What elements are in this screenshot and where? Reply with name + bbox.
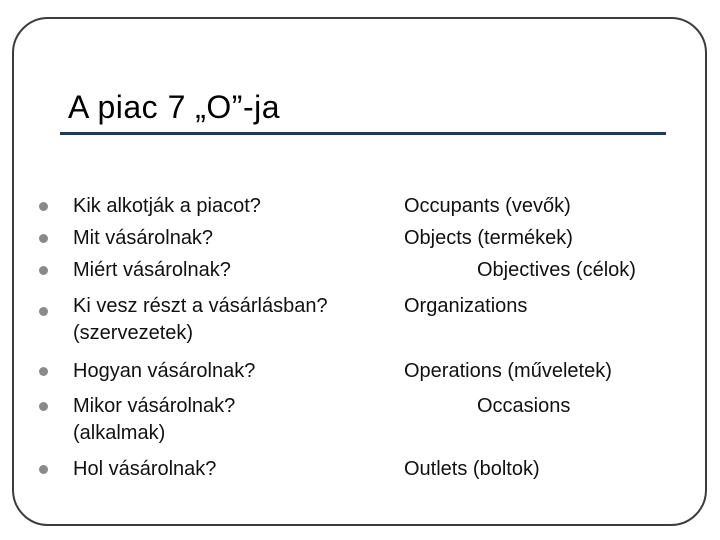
answer-1: Occupants (vevők) <box>404 195 571 217</box>
question-6-continued: (alkalmak) <box>73 422 166 444</box>
question-4-continued: (szervezetek) <box>73 322 194 344</box>
question-7: Hol vásárolnak? <box>73 458 217 480</box>
bullet-dot-icon <box>39 465 48 474</box>
answer-6: Occasions <box>477 395 571 417</box>
answer-4: Organizations <box>404 295 528 317</box>
answer-3: Objectives (célok) <box>477 259 636 281</box>
slide-title: A piac 7 „O”-ja <box>68 89 281 125</box>
answer-2: Objects (termékek) <box>404 227 573 249</box>
question-1: Kik alkotják a piacot? <box>73 195 261 217</box>
question-4: Ki vesz részt a vásárlásban? <box>73 295 328 317</box>
title-underline <box>60 132 666 135</box>
bullet-dot-icon <box>39 307 48 316</box>
answer-7: Outlets (boltok) <box>404 458 540 480</box>
bullet-dot-icon <box>39 234 48 243</box>
question-2: Mit vásárolnak? <box>73 227 214 249</box>
bullet-dot-icon <box>39 266 48 275</box>
question-6: Mikor vásárolnak? <box>73 395 236 417</box>
bullet-dot-icon <box>39 202 48 211</box>
question-5: Hogyan vásárolnak? <box>73 360 256 382</box>
answer-5: Operations (műveletek) <box>404 360 612 382</box>
question-3: Miért vásárolnak? <box>73 259 231 281</box>
bullet-dot-icon <box>39 402 48 411</box>
bullet-dot-icon <box>39 367 48 376</box>
